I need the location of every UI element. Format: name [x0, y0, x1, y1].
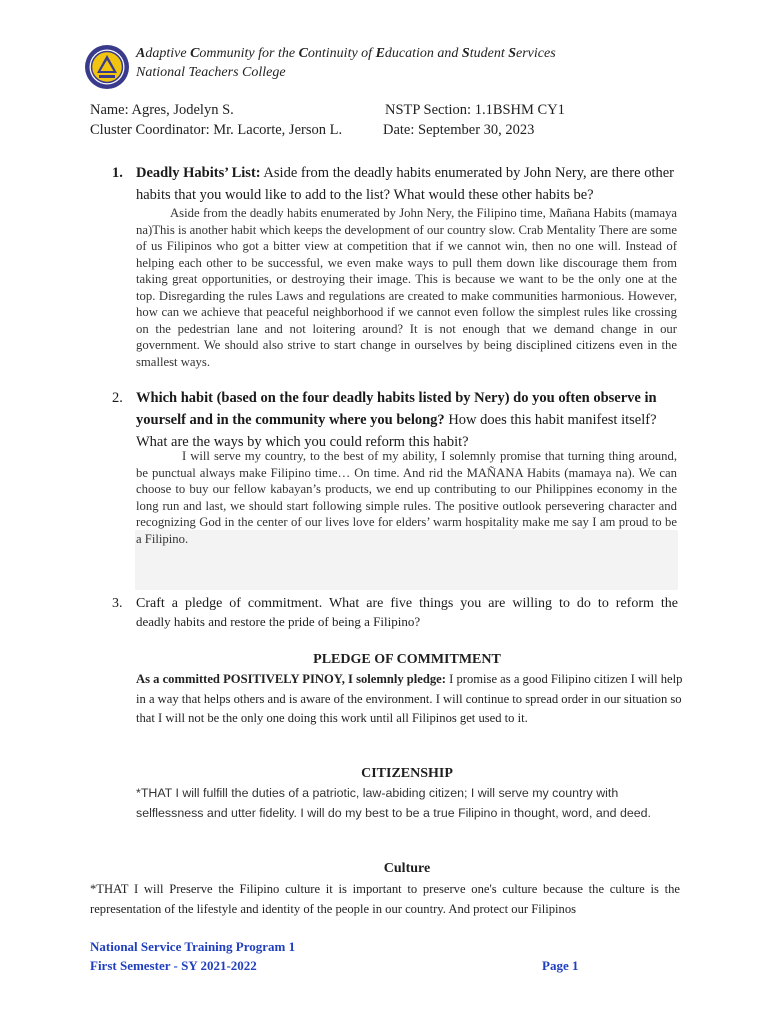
nstp-section: NSTP Section: 1.1BSHM CY1 [385, 102, 565, 118]
culture-text: *THAT I will Preserve the Filipino culture it is important to preserve one's culture because the culture is the representation of the lifestyle and identity of the people in our country. And protect our Filipinos [90, 882, 680, 916]
question-1 [112, 162, 678, 206]
student-name: Name: Agres, Jodelyn S. [90, 102, 234, 118]
organization-line-segment: C [190, 46, 200, 61]
footer-program: National Service Training Program 1 [90, 939, 296, 954]
organization-line [136, 46, 556, 62]
pledge-bold: As a committed POSITIVELY PINOY, I solemnly pledge: [136, 672, 446, 686]
pledge-text [136, 670, 684, 729]
organization-line-segment: C [298, 46, 308, 61]
question-2-bold: Which habit (based on the four deadly habits listed by Nery) do you often observe in yourself and in the community where you belong? [136, 390, 657, 428]
cluster-coordinator: Cluster Coordinator: Mr. Lacorte, Jerson L. [90, 122, 343, 138]
question-1-number: 1. [112, 165, 123, 181]
question-1-bold: Deadly Habits’ List: [136, 165, 261, 181]
question-2 [112, 387, 678, 453]
footer-semester: First Semester - SY 2021-2022 [90, 958, 257, 973]
organization-line-segment: A [136, 46, 146, 61]
question-1-text: Aside from the deadly habits enumerated by John Nery, are there other habits that you would like to add to the list? What would these other habits be? [136, 165, 674, 203]
citizenship-title: CITIZENSHIP [361, 766, 453, 781]
organization-line-segment: tudent [469, 46, 509, 61]
answer-1 [136, 205, 677, 370]
organization-line-segment: daptive [145, 46, 191, 61]
footer-page-number: Page 1 [542, 958, 579, 973]
organization-line-segment: ducation and [384, 46, 462, 61]
answer-1-text: Aside from the deadly habits enumerated by John Nery, the Filipino time, Mañana Habits (mamaya na)This is another habit which keeps the development of our country slow. Crab Mentality There are some of us Filipinos who got a bitter view at competition that if we cannot win, then no one will. Instead of helping each other to be successful, we even make ways to pull them down like discourage them from taking great opportunities, or destroying their image. This is because we want to be the only one at the top. Disregarding the rules Laws and regulations are created to make communities harmonious. However, how can we achieve that peaceful neighborhood if we cannot even follow the simplest rules like crossing on the pedestrian lane and not loitering around? It is not enough that we demand change in our government. We should also strive to start change in ourselves by being disciplined citizens even in the smallest ways. [136, 206, 677, 369]
question-3-number: 3. [112, 596, 123, 611]
answer-2 [136, 448, 677, 547]
submission-date: Date: September 30, 2023 [383, 122, 535, 138]
question-3-line-1: Craft a pledge of commitment. What are five things you are willing to do to reform the [136, 596, 678, 611]
pledge-title: PLEDGE OF COMMITMENT [313, 652, 501, 667]
college-name: National Teachers College [136, 65, 286, 80]
pledge-body: I promise as a good Filipino citizen I will help in a way that helps others and is aware of the environment. I will continue to spread order in our situation so that I will not be the only one doing this work until all Filipinos get used to it. [136, 672, 683, 725]
answer-2-text: I will serve my country, to the best of my ability, I solemnly promise that turning thing around, be punctual always make Filipino time… On time. And rid the MAÑANA Habits (mamaya na). We can choose to buy our fellow kabayan’s products, we end up contributing to our Philippines economy in the long run and last, we should start following simple rules. The positive outlook persevering character and recognizing God in the center of our lives love for elders’ warm hospitality make me say I am proud to be a Filipino. [136, 449, 677, 546]
organization-line-segment: ommunity for the [199, 46, 299, 61]
question-2-text: How does this habit manifest itself? What are the ways by which you could reform this habit? [136, 412, 657, 450]
college-seal-icon [84, 44, 130, 90]
organization-line-segment: S [508, 46, 517, 61]
question-3-line-2: deadly habits and restore the pride of being a Filipino? [136, 614, 421, 629]
organization-line-segment: E [375, 46, 385, 61]
organization-line-segment: ontinuity of [307, 46, 376, 61]
citizenship-text: *THAT I will fulfill the duties of a patriotic, law-abiding citizen; I will serve my country with selflessness and utter fidelity. I will do my best to be a true Filipino in thought, word, and deed. [136, 786, 651, 820]
culture-title: Culture [383, 861, 431, 876]
organization-line-segment: S [461, 46, 470, 61]
question-2-number: 2. [112, 390, 123, 406]
organization-line-segment: ervices [516, 46, 556, 61]
question-3 [112, 593, 678, 615]
